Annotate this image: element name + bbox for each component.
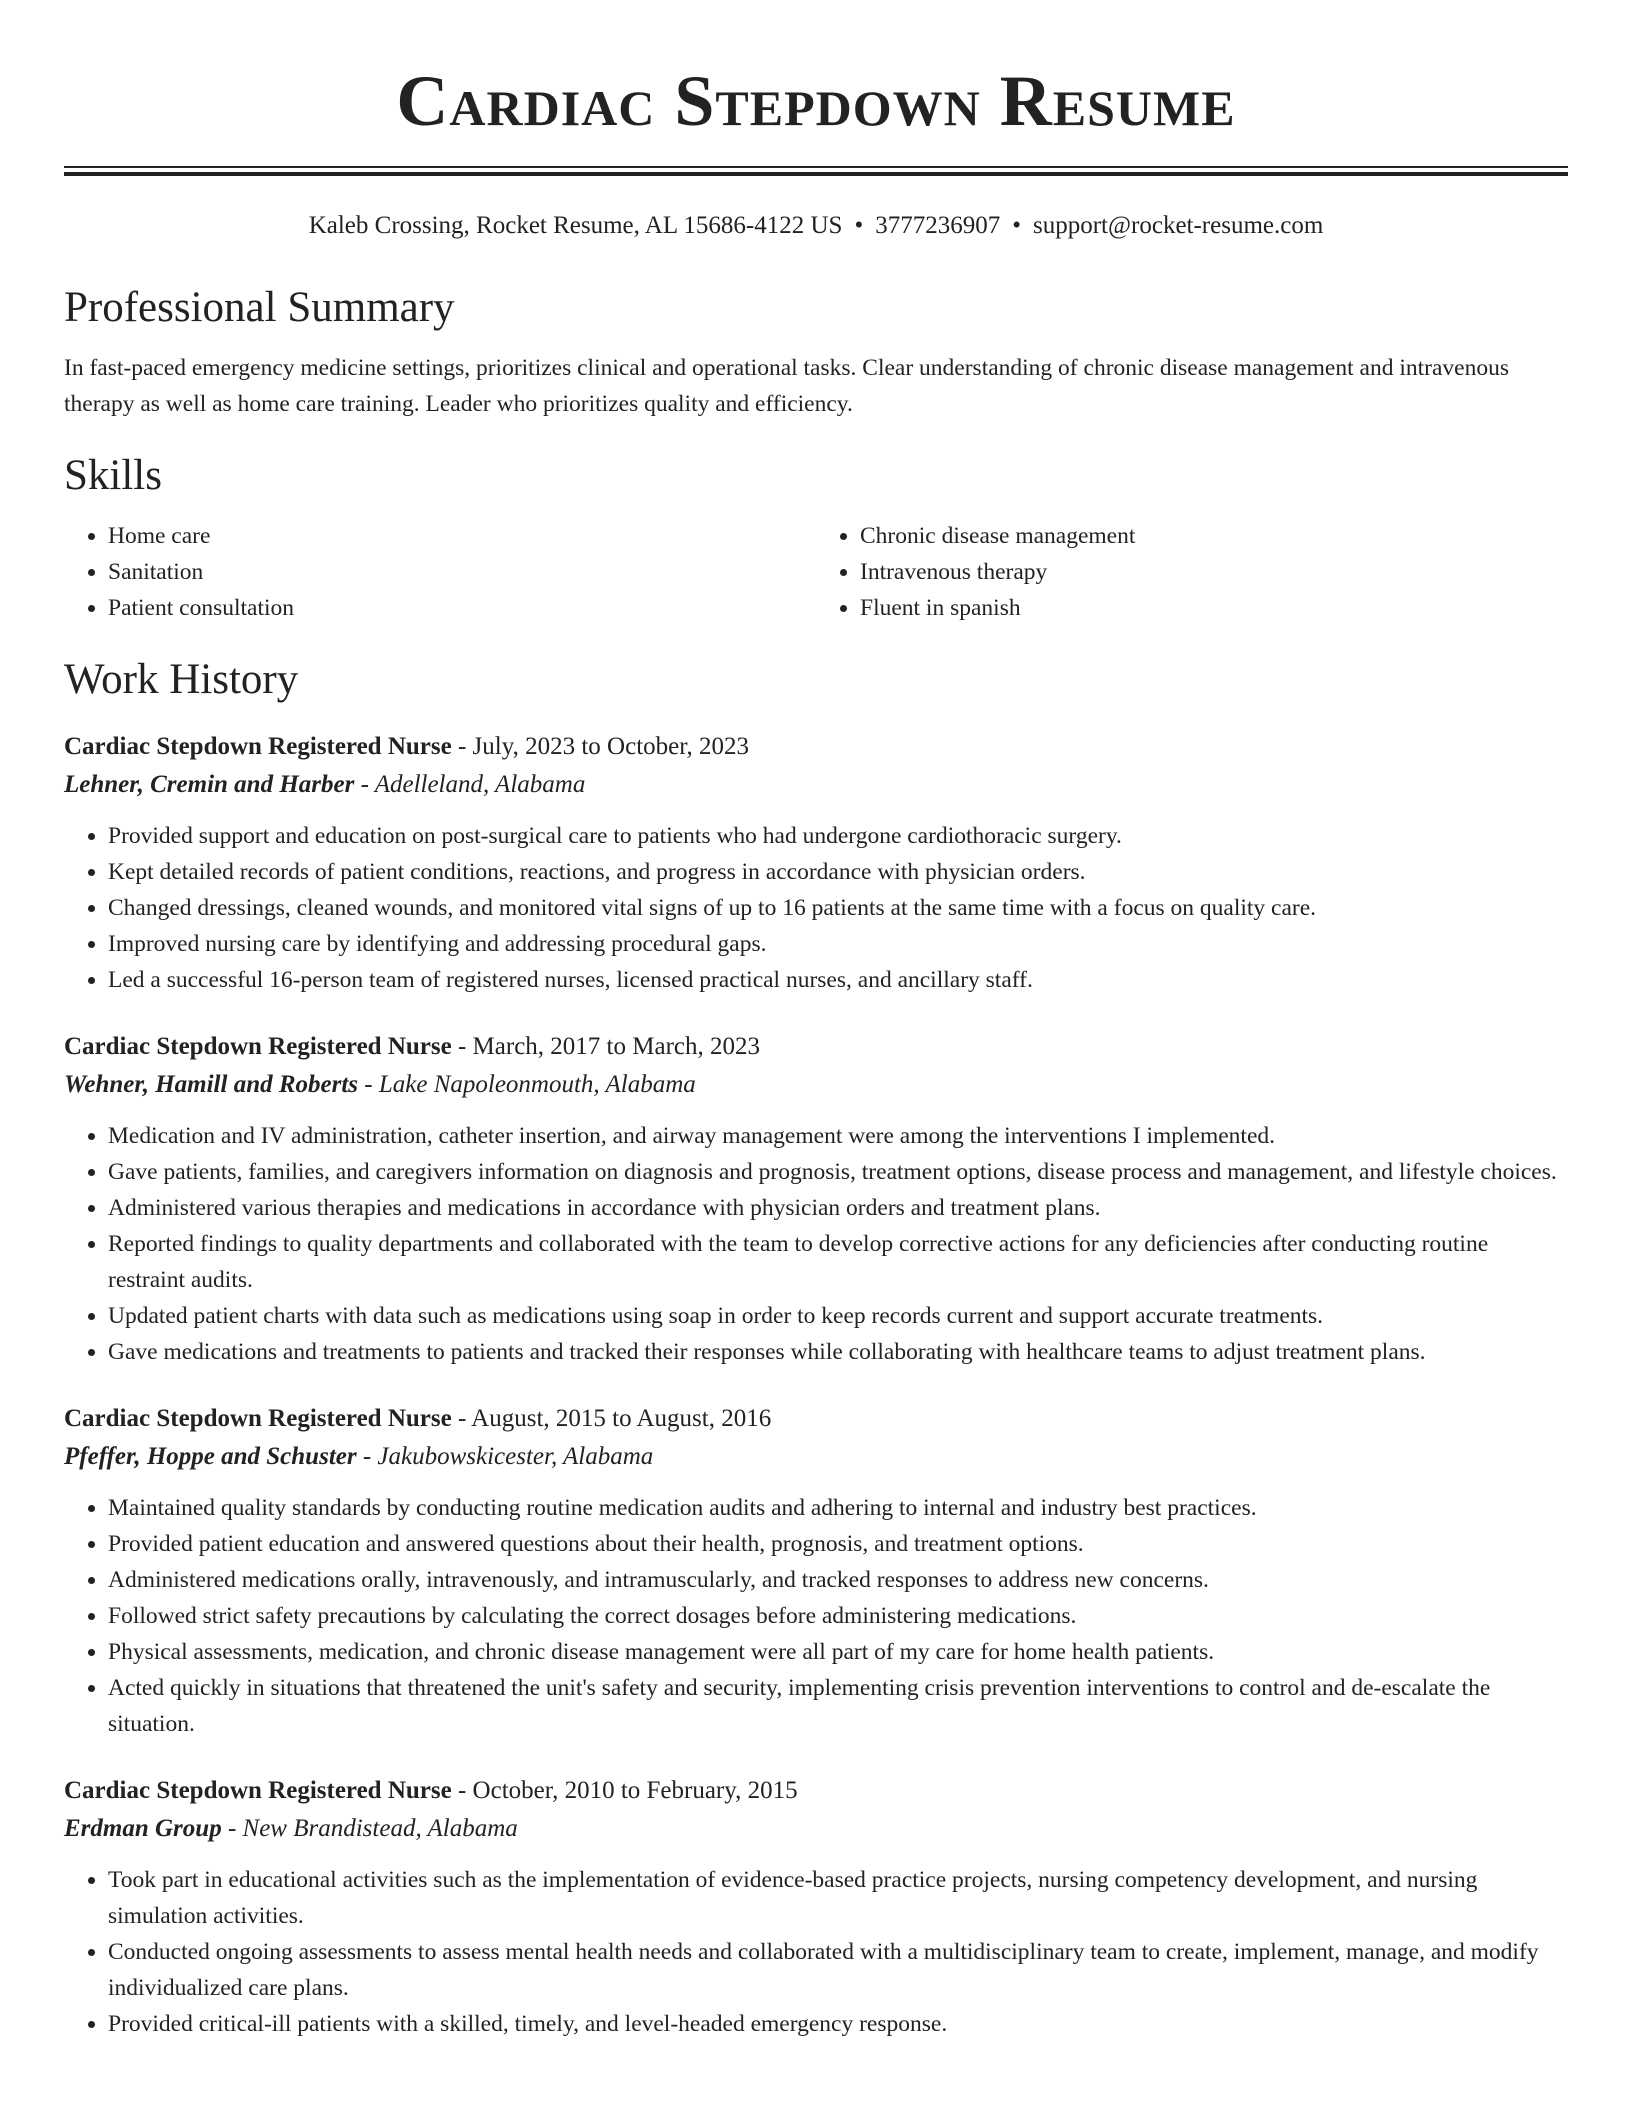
job-bullet: • Administered medications orally, intravenously, and intramuscularly, and tracked responses to address new concerns.	[108, 1562, 1568, 1598]
skill-item: • Fluent in spanish	[860, 590, 1568, 626]
job-role: Cardiac Stepdown Registered Nurse	[64, 733, 452, 760]
job-role: Cardiac Stepdown Registered Nurse	[64, 1033, 452, 1060]
job-bullet: • Maintained quality standards by conducting routine medication audits and adhering to internal and industry best practices.	[108, 1490, 1568, 1526]
skills-list	[64, 518, 1568, 626]
contact-separator: •	[1012, 212, 1021, 239]
job-location: Jakubowskicester, Alabama	[377, 1443, 654, 1470]
job-dash: -	[451, 1405, 472, 1432]
job-title-line	[64, 728, 1568, 766]
job-bullet: • Provided support and education on post-surgical care to patients who had undergone cardiothoracic surgery.	[108, 818, 1568, 854]
job-company-line	[64, 1810, 1568, 1848]
job-bullet: • Followed strict safety precautions by calculating the correct dosages before administering medications.	[108, 1598, 1568, 1634]
contact-address: Kaleb Crossing, Rocket Resume, AL 15686-4122 US	[308, 212, 843, 239]
job-company-line	[64, 766, 1568, 804]
job-company: Pfeffer, Hoppe and Schuster	[64, 1443, 357, 1470]
contact-separator: •	[854, 212, 864, 239]
job-entry	[64, 728, 1568, 998]
job-bullet: • Provided patient education and answered questions about their health, prognosis, and treatment options.	[108, 1526, 1568, 1562]
job-bullet: • Physical assessments, medication, and chronic disease management were all part of my care for home health patients.	[108, 1634, 1568, 1670]
contact-line	[64, 210, 1568, 242]
section-heading-work-history: Work History	[64, 656, 299, 703]
job-bullets	[64, 1862, 1568, 2042]
job-dash: -	[451, 733, 473, 760]
job-company: Wehner, Hamill and Roberts	[64, 1071, 359, 1098]
job-bullets	[64, 1490, 1568, 1742]
job-bullet: • Led a successful 16-person team of registered nurses, licensed practical nurses, and ancillary staff.	[108, 962, 1568, 998]
job-bullets	[64, 1118, 1568, 1370]
skill-item: • Chronic disease management	[860, 518, 1568, 554]
contact-email: support@rocket-resume.com	[1033, 212, 1324, 239]
job-bullet: • Reported findings to quality departments and collaborated with the team to develop corrective actions for any deficiencies after conducting routine restraint audits.	[108, 1226, 1568, 1298]
job-company-line	[64, 1066, 1568, 1104]
skill-item: • Intravenous therapy	[860, 554, 1568, 590]
section-heading-skills: Skills	[64, 452, 162, 499]
job-bullet: • Gave patients, families, and caregivers information on diagnosis and prognosis, treatment options, disease process and management, and lifestyle choices.	[108, 1154, 1568, 1190]
resume-page	[64, 0, 1568, 2042]
job-bullet: • Conducted ongoing assessments to assess mental health needs and collaborated with a multidisciplinary team to create, implement, manage, and modify individualized care plans.	[108, 1934, 1568, 2006]
summary-text: In fast-paced emergency medicine settings, prioritizes clinical and operational tasks. Clear understanding of chronic disease management and intravenous therapy as well as home care training. Leader who prioritizes quality and efficiency.	[64, 355, 1509, 417]
job-title-line	[64, 1400, 1568, 1438]
job-bullet: • Kept detailed records of patient conditions, reactions, and progress in accordance with physician orders.	[108, 854, 1568, 890]
skill-item: • Sanitation	[108, 554, 816, 590]
resume-title: Cardiac Stepdown Resume	[396, 61, 1236, 141]
job-entry	[64, 1772, 1568, 2042]
job-bullet: • Acted quickly in situations that threatened the unit's safety and security, implementing crisis prevention interventions to control and de-escalate the situation.	[108, 1670, 1568, 1742]
job-dash: -	[451, 1033, 473, 1060]
job-bullet: • Improved nursing care by identifying and addressing procedural gaps.	[108, 926, 1568, 962]
job-bullet: • Provided critical-ill patients with a skilled, timely, and level-headed emergency response.	[108, 2006, 1568, 2042]
job-company: Erdman Group	[64, 1815, 222, 1842]
job-dates: July, 2023 to October, 2023	[472, 733, 750, 760]
job-dates: October, 2010 to February, 2015	[472, 1777, 798, 1804]
job-location: Adelleland, Alabama	[374, 771, 586, 798]
job-bullet: • Administered various therapies and medications in accordance with physician orders and treatment plans.	[108, 1190, 1568, 1226]
job-title-line	[64, 1028, 1568, 1066]
job-dash: -	[356, 1443, 378, 1470]
contact-phone: 3777236907	[875, 212, 1001, 239]
job-title-line	[64, 1772, 1568, 1810]
job-company: Lehner, Cremin and Harber	[64, 771, 355, 798]
section-heading-summary: Professional Summary	[64, 284, 455, 331]
job-location: Lake Napoleonmouth, Alabama	[378, 1071, 696, 1098]
skill-item: • Patient consultation	[108, 590, 816, 626]
skill-item: • Home care	[108, 518, 816, 554]
job-bullet: • Medication and IV administration, catheter insertion, and airway management were among the interventions I implemented.	[108, 1118, 1568, 1154]
job-company-line	[64, 1438, 1568, 1476]
job-dash: -	[451, 1777, 473, 1804]
job-bullet: • Changed dressings, cleaned wounds, and monitored vital signs of up to 16 patients at the same time with a focus on quality care.	[108, 890, 1568, 926]
job-location: New Brandistead, Alabama	[242, 1815, 518, 1842]
job-bullet: • Took part in educational activities such as the implementation of evidence-based practice projects, nursing competency development, and nursing simulation activities.	[108, 1862, 1568, 1934]
job-bullet: • Updated patient charts with data such as medications using soap in order to keep records current and support accurate treatments.	[108, 1298, 1568, 1334]
skills-column-right	[816, 518, 1568, 626]
job-entry	[64, 1400, 1568, 1742]
job-dash: -	[221, 1815, 243, 1842]
job-dates: August, 2015 to August, 2016	[471, 1405, 772, 1432]
job-role: Cardiac Stepdown Registered Nurse	[64, 1405, 452, 1432]
job-bullets	[64, 818, 1568, 998]
job-dates: March, 2017 to March, 2023	[472, 1033, 760, 1060]
job-dash: -	[358, 1071, 379, 1098]
job-entry	[64, 1028, 1568, 1370]
title-divider	[64, 166, 1568, 176]
job-role: Cardiac Stepdown Registered Nurse	[64, 1777, 452, 1804]
skills-column-left	[64, 518, 816, 626]
job-dash: -	[354, 771, 375, 798]
job-bullet: • Gave medications and treatments to patients and tracked their responses while collaborating with healthcare teams to adjust treatment plans.	[108, 1334, 1568, 1370]
